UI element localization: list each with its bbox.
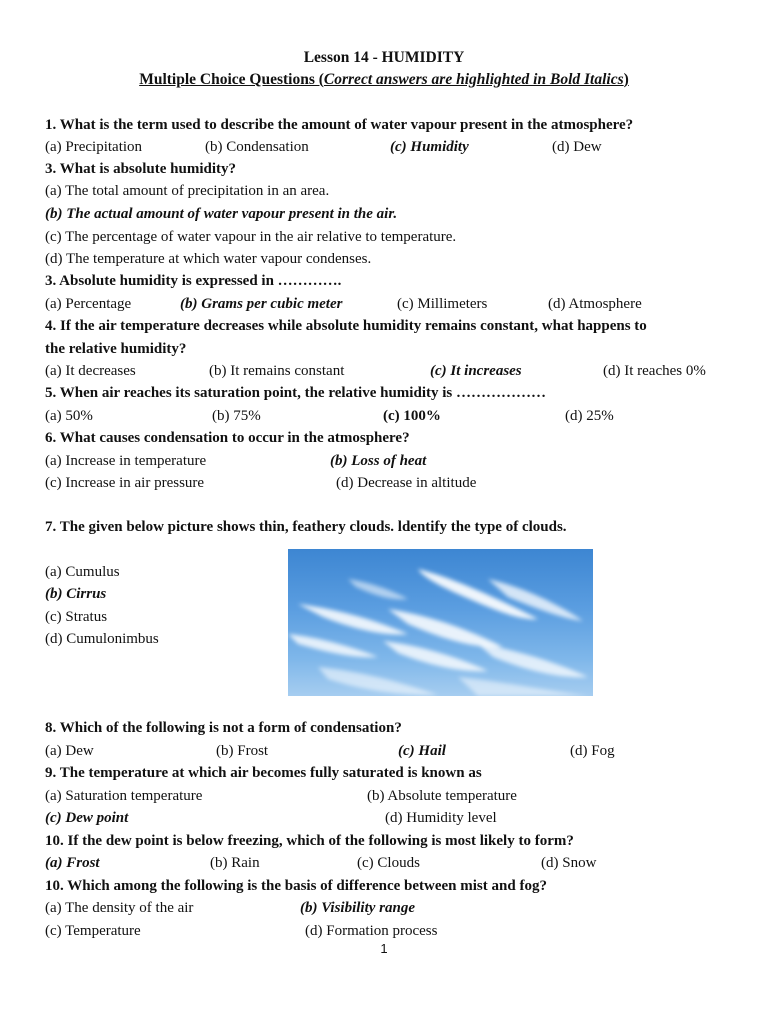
question-4-line-2: the relative humidity? [45, 341, 187, 357]
question-3-absolute-humidity: 3. What is absolute humidity? [45, 161, 237, 177]
q5-option-a: (a) 50% [45, 408, 93, 424]
q10b-option-d: (d) Formation process [305, 923, 438, 939]
q3a-option-b-correct: (b) The actual amount of water vapour present in the air. [45, 206, 398, 222]
q10a-option-a-correct: (a) Frost [45, 855, 100, 871]
q7-option-d: (d) Cumulonimbus [45, 631, 159, 647]
q1-option-c-correct: (c) Humidity [390, 139, 469, 155]
q3b-option-b-correct: (b) Grams per cubic meter [180, 296, 343, 312]
q9-option-a: (a) Saturation temperature [45, 788, 203, 804]
page-subtitle: Multiple Choice Questions (Correct answers are highlighted in Bold Italics) [139, 71, 629, 88]
q1-option-b: (b) Condensation [205, 139, 309, 155]
q1-option-d: (d) Dew [552, 139, 602, 155]
q9-option-b: (b) Absolute temperature [367, 788, 517, 804]
q10a-option-d: (d) Snow [541, 855, 597, 871]
q5-option-d: (d) 25% [565, 408, 614, 424]
cirrus-clouds-image [288, 549, 593, 696]
question-8: 8. Which of the following is not a form of condensation? [45, 720, 402, 736]
cirrus-clouds-illustration [288, 549, 593, 696]
q7-option-c: (c) Stratus [45, 609, 108, 625]
question-4-line-1: 4. If the air temperature decreases while absolute humidity remains constant, what happens to [45, 318, 647, 334]
q6-option-a: (a) Increase in temperature [45, 453, 207, 469]
q9-option-c-correct: (c) Dew point [45, 810, 129, 826]
q5-option-b: (b) 75% [212, 408, 261, 424]
q8-option-c-correct: (c) Hail [398, 743, 446, 759]
q5-option-c-correct: (c) 100% [383, 408, 441, 424]
q6-option-b-correct: (b) Loss of heat [330, 453, 427, 469]
question-1: 1. What is the term used to describe the amount of water vapour present in the atmosphere? [45, 117, 634, 133]
q3b-option-a: (a) Percentage [45, 296, 132, 312]
page-number: 1 [380, 941, 388, 956]
question-5: 5. When air reaches its saturation point, the relative humidity is ……………… [45, 385, 546, 401]
q9-option-d: (d) Humidity level [385, 810, 497, 826]
q4-option-d: (d) It reaches 0% [603, 363, 706, 379]
q3a-option-c: (c) The percentage of water vapour in the air relative to temperature. [45, 229, 457, 245]
question-3-expressed-in: 3. Absolute humidity is expressed in …………. [45, 273, 342, 289]
q4-option-c-correct: (c) It increases [430, 363, 522, 379]
q4-option-a: (a) It decreases [45, 363, 136, 379]
q6-option-d: (d) Decrease in altitude [336, 475, 477, 491]
q8-option-d: (d) Fog [570, 743, 615, 759]
question-10-dew-point: 10. If the dew point is below freezing, which of the following is most likely to form? [45, 833, 574, 849]
q7-option-b-correct: (b) Cirrus [45, 586, 107, 602]
q10a-option-b: (b) Rain [210, 855, 260, 871]
question-7: 7. The given below picture shows thin, feathery clouds. ldentify the type of clouds. [45, 519, 567, 535]
q1-option-a: (a) Precipitation [45, 139, 143, 155]
q8-option-a: (a) Dew [45, 743, 94, 759]
q4-option-b: (b) It remains constant [209, 363, 345, 379]
question-10-mist-fog: 10. Which among the following is the basis of difference between mist and fog? [45, 878, 547, 894]
q10b-option-a: (a) The density of the air [45, 900, 194, 916]
q10a-option-c: (c) Clouds [357, 855, 420, 871]
question-6: 6. What causes condensation to occur in the atmosphere? [45, 430, 410, 446]
q3b-option-d: (d) Atmosphere [548, 296, 642, 312]
q7-option-a: (a) Cumulus [45, 564, 120, 580]
q10b-option-c: (c) Temperature [45, 923, 141, 939]
q3b-option-c: (c) Millimeters [397, 296, 488, 312]
q3a-option-a: (a) The total amount of precipitation in an area. [45, 183, 330, 199]
question-9: 9. The temperature at which air becomes fully saturated is known as [45, 765, 482, 781]
q10b-option-b-correct: (b) Visibility range [300, 900, 416, 916]
page-title: Lesson 14 - HUMIDITY [303, 49, 465, 66]
q8-option-b: (b) Frost [216, 743, 269, 759]
q3a-option-d: (d) The temperature at which water vapour condenses. [45, 251, 372, 267]
q6-option-c: (c) Increase in air pressure [45, 475, 205, 491]
